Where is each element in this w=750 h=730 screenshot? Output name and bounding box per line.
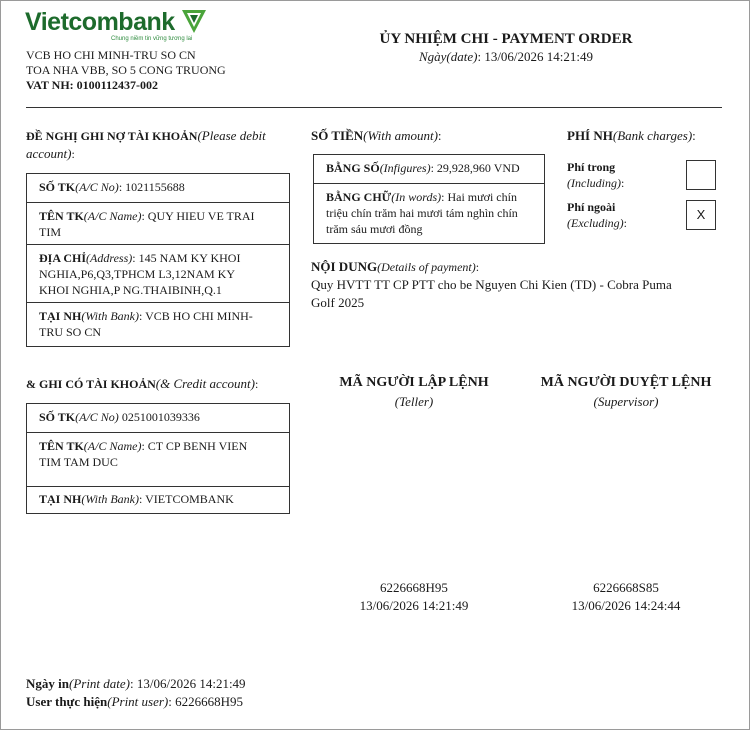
supervisor-title: MÃ NGƯỜI DUYỆT LỆNH [540,375,712,390]
supervisor-block [516,373,736,411]
debit-heading-vi: ĐỀ NGHỊ GHI NỢ TÀI KHOẢN [26,129,198,143]
credit-heading: & GHI CÓ TÀI KHOẢN(& Credit account): [26,376,259,391]
teller-code: 6226668H95 [380,580,448,595]
debit-bank-row: TẠI NH(With Bank): VCB HO CHI MINH- TRU SO CN [27,302,289,346]
charges-excluding-checkbox[interactable]: X [686,200,716,230]
branch-vat: VAT NH: 0100112437-002 [26,78,159,92]
credit-account-box [26,403,290,514]
teller-subtitle: (Teller) [394,394,434,409]
header-divider [26,107,722,108]
date-value: : 13/06/2026 14:21:49 [477,49,594,64]
date-label: Ngày(date) [418,49,478,64]
charges-excluding-label: Phí ngoài (Excluding): [567,200,627,230]
details-content: Quy HVTT TT CP PTT cho be Nguyen Chi Kien (TD) - Cobra Puma Golf 2025 [311,277,672,310]
branch-name: VCB HO CHI MINH-TRU SO CN [26,48,196,62]
charges-including-checkbox[interactable] [686,160,716,190]
credit-account-no-row: SỐ TK(A/C No) 0251001039336 [39,410,200,424]
supervisor-subtitle: (Supervisor) [593,394,659,409]
debit-heading-en-2: account) [26,146,72,161]
details-heading: NỘI DUNG(Details of payment): [311,259,480,274]
teller-time: 13/06/2026 14:21:49 [359,598,469,613]
logo-tagline: Chung niềm tin vững tương lai [111,36,193,42]
teller-title: MÃ NGƯỜI LẬP LỆNH [339,375,489,390]
amount-box [313,154,545,244]
debit-account-name-row: TÊN TK(A/C Name): QUY HIEU VE TRAI TIM [27,202,289,244]
supervisor-code: 6226668S85 [593,580,659,595]
amount-figures-row: BẰNG SỐ(Infigures): 29,928,960 VND [326,161,520,175]
debit-account-no-row: SỐ TK(A/C No): 1021155688 [39,180,185,194]
document-date [371,48,641,66]
credit-bank-row: TẠI NH(With Bank): VIETCOMBANK [27,486,289,513]
print-user: User thực hiện(Print user): 6226668H95 [26,694,244,709]
logo-wordmark: Vietcombank [25,8,175,36]
teller-signature [314,579,514,615]
branch-info [26,48,226,93]
credit-account-no: 0251001039336 [118,410,200,424]
document-header [371,30,641,66]
supervisor-time: 13/06/2026 14:24:44 [571,598,681,613]
vietcombank-logo [25,7,195,47]
amount-heading: SỐ TIỀN(With amount): [311,128,442,143]
debit-heading-en: (Please debit [197,128,266,143]
charges-including-label: Phí trong (Including): [567,160,625,190]
supervisor-signature [516,579,736,615]
credit-account-name-row: TÊN TK(A/C Name): CT CP BENH VIEN TIM TAM DUC [27,432,289,486]
document-title: ỦY NHIỆM CHI - PAYMENT ORDER [379,31,633,47]
vietcombank-logo-icon [180,7,208,35]
debit-heading: ĐỀ NGHỊ GHI NỢ TÀI KHOẢN(Please debit account): [26,128,266,161]
bank-charges-heading: PHÍ NH(Bank charges): [567,128,696,143]
print-info [26,675,246,711]
debit-address-row: ĐỊA CHỈ(Address): 145 NAM KY KHOI NGHIA,P6,Q3,TPHCM L3,12NAM KY KHOI NGHIA,P NG.THAIBINH,Q.1 [27,244,289,302]
debit-account-no: : 1021155688 [118,180,185,194]
teller-block [314,373,514,411]
debit-account-box [26,173,290,347]
amount-words-row: BẰNG CHỮ(In words): Hai mươi chín triệu chín trăm hai mươi tám nghìn chín trăm sáu mươi đồng [314,183,544,243]
branch-address: TOA NHA VBB, SO 5 CONG TRUONG [26,63,226,77]
amount-figures-value: : 29,928,960 VND [430,161,520,175]
print-date: Ngày in(Print date): 13/06/2026 14:21:49 [26,676,246,691]
